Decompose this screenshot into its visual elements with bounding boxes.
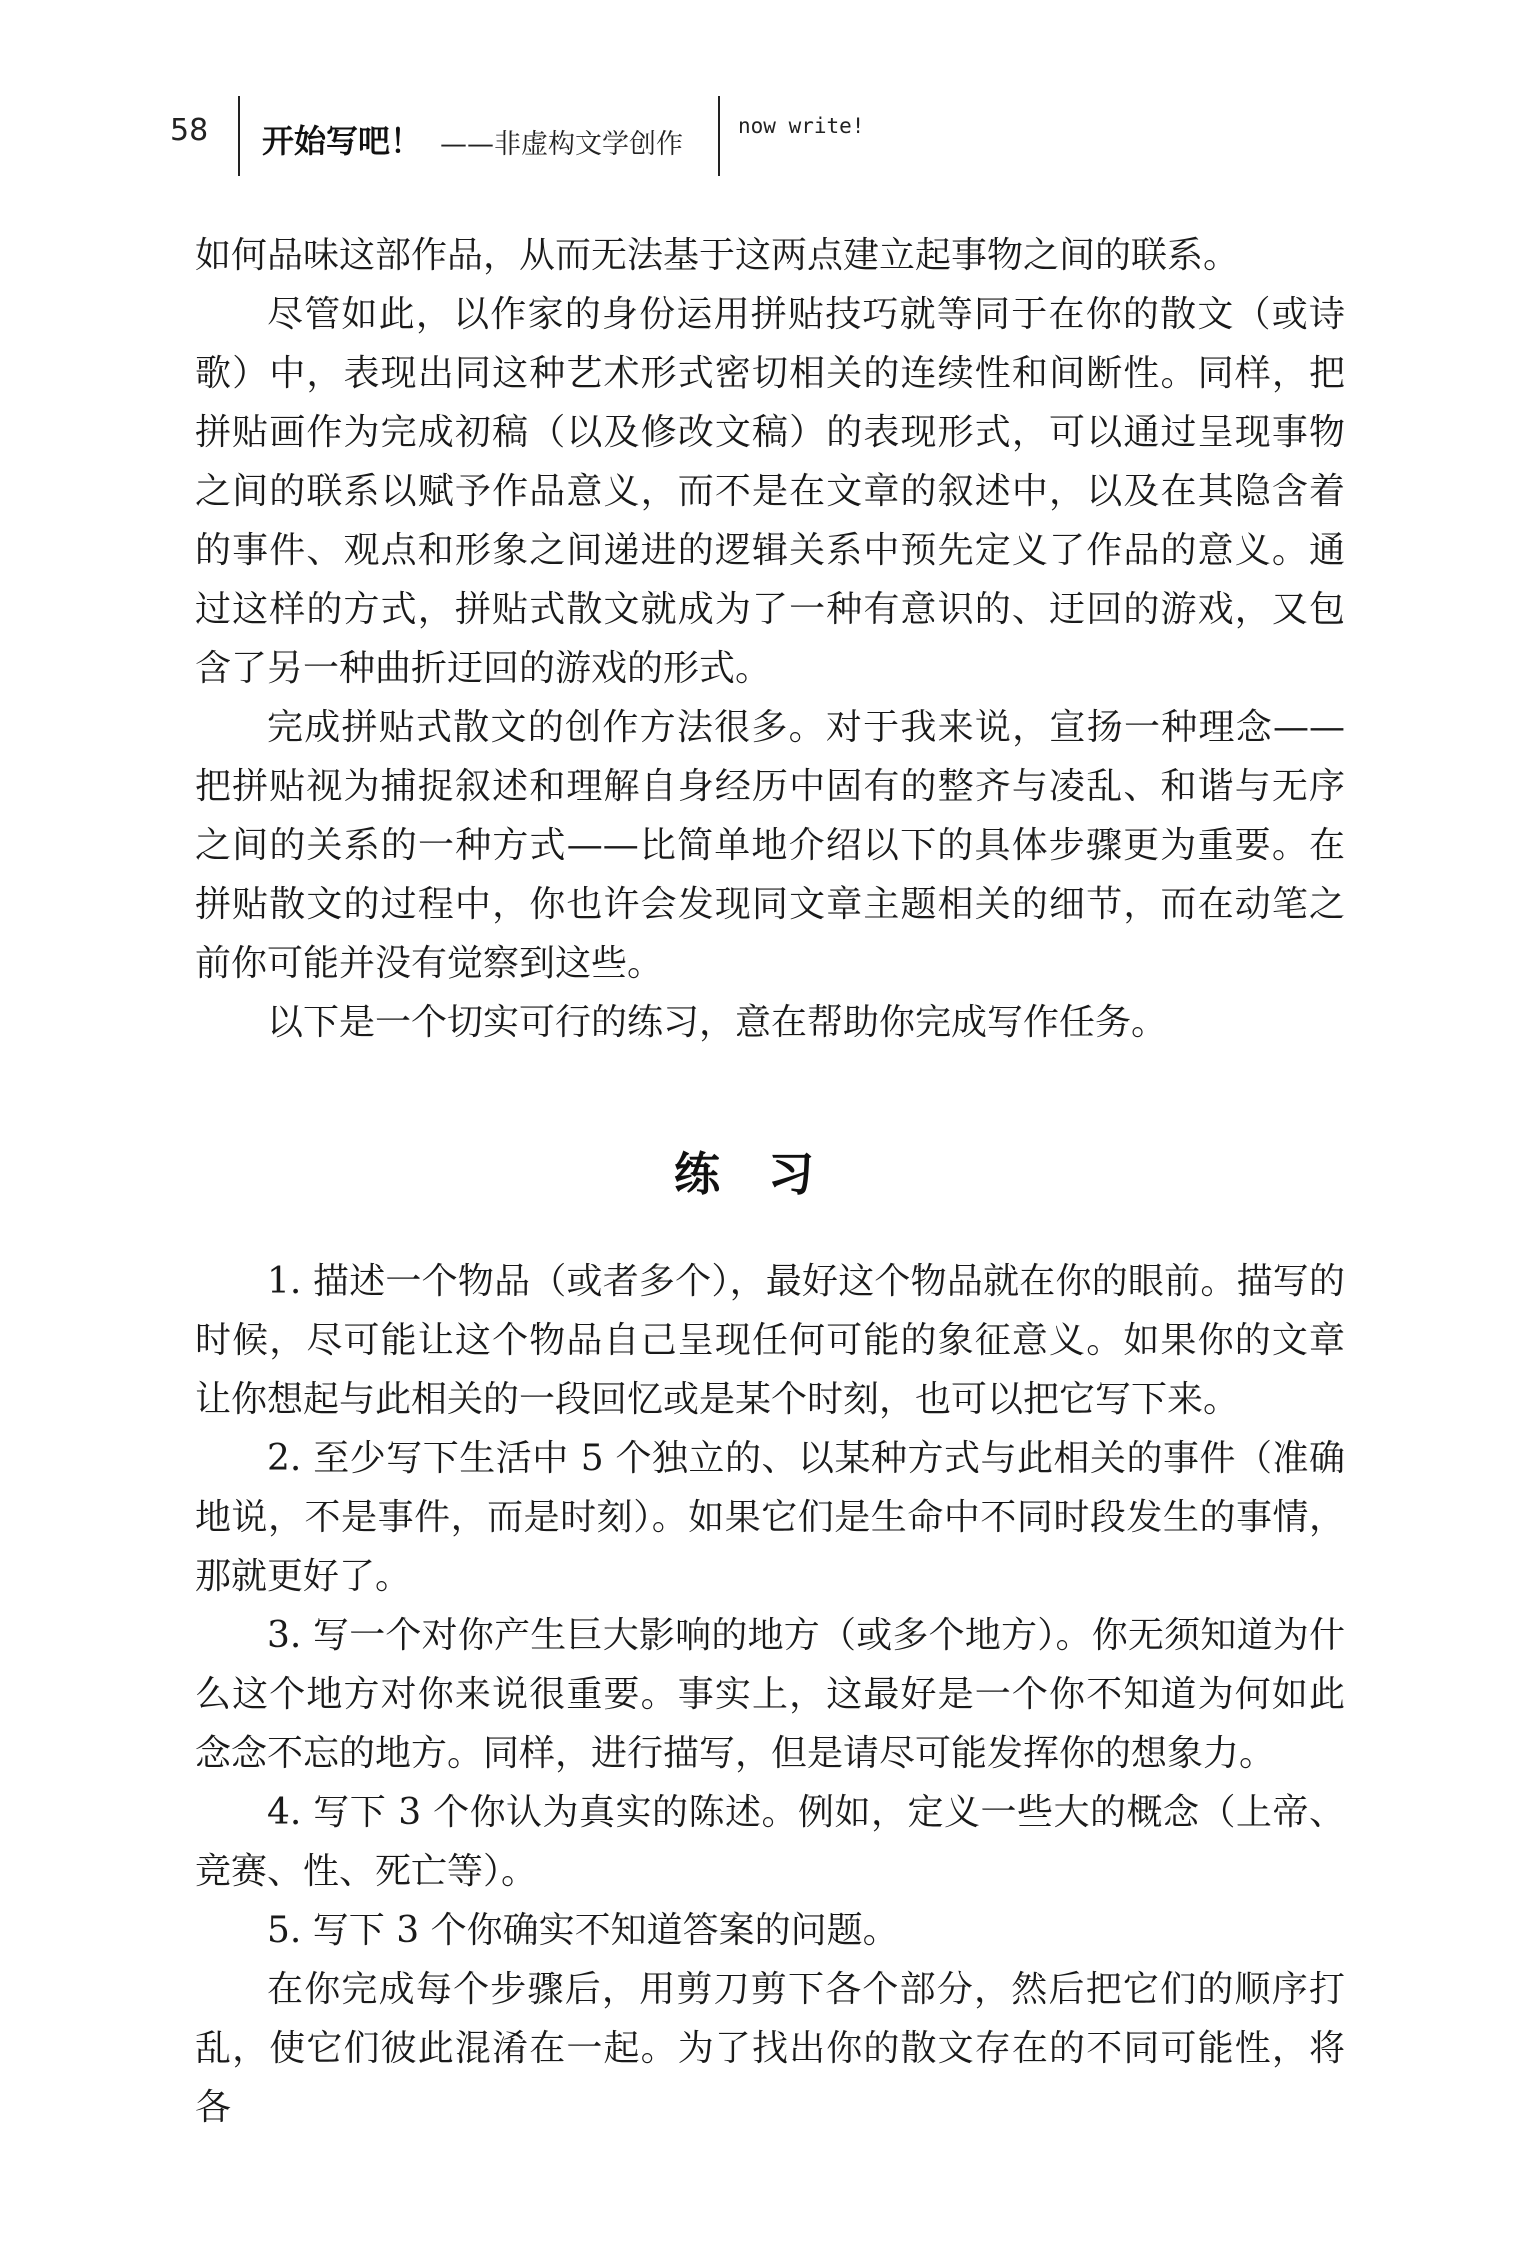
paragraph: 在你完成每个步骤后，用剪刀剪下各个部分，然后把它们的顺序打乱，使它们彼此混淆在一起。为了找出你的散文存在的不同可能性，将各 (195, 1969, 1345, 2128)
section-title: 练习 (674, 1147, 862, 1201)
page-number: 58 (170, 113, 209, 148)
exercise-item: 4. 写下 3 个你认为真实的陈述。例如，定义一些大的概念（上帝、竞赛、性、死亡等）。 (195, 1792, 1345, 1892)
exercise-item: 1. 描述一个物品（或者多个），最好这个物品就在你的眼前。描写的时候，尽可能让这个物品自己呈现任何可能的象征意义。如果你的文章让你想起与此相关的一段回忆或是某个时刻，也可以把它写下来。 (195, 1261, 1345, 1420)
header-divider (238, 96, 240, 176)
exercise-list (195, 1252, 1345, 2137)
paragraph: 尽管如此，以作家的身份运用拼贴技巧就等同于在你的散文（或诗歌）中，表现出同这种艺术形式密切相关的连续性和间断性。同样，把拼贴画作为完成初稿（以及修改文稿）的表现形式，可以通过呈现事物之间的联系以赋予作品意义，而不是在文章的叙述中，以及在其隐含着的事件、观点和形象之间递进的逻辑关系中预先定义了作品的意义。通过这样的方式，拼贴式散文就成为了一种有意识的、迂回的游戏，又包含了另一种曲折迂回的游戏的形式。 (195, 294, 1345, 689)
book-subtitle: ——非虚构文学创作 (440, 129, 683, 160)
header-divider (718, 96, 720, 176)
paragraph: 如何品味这部作品，从而无法基于这两点建立起事物之间的联系。 (195, 235, 1240, 276)
paragraph: 完成拼贴式散文的创作方法很多。对于我来说，宣扬一种理念——把拼贴视为捕捉叙述和理解自身经历中固有的整齐与凌乱、和谐与无序之间的关系的一种方式——比简单地介绍以下的具体步骤更为重要。在拼贴散文的过程中，你也许会发现同文章主题相关的细节，而在动笔之前你可能并没有觉察到这些。 (195, 707, 1345, 984)
exercise-item: 5. 写下 3 个你确实不知道答案的问题。 (267, 1910, 899, 1951)
exercise-item: 3. 写一个对你产生巨大影响的地方（或多个地方）。你无须知道为什么这个地方对你来说很重要。事实上，这最好是一个你不知道为何如此念念不忘的地方。同样，进行描写，但是请尽可能发挥你的想象力。 (195, 1615, 1345, 1774)
exercise-item: 2. 至少写下生活中 5 个独立的、以某种方式与此相关的事件（准确地说，不是事件，而是时刻）。如果它们是生命中不同时段发生的事情，那就更好了。 (195, 1438, 1345, 1597)
series-tag: now write! (738, 114, 865, 138)
running-header (0, 96, 1536, 176)
body-text (195, 226, 1345, 1052)
paragraph: 以下是一个切实可行的练习，意在帮助你完成写作任务。 (267, 1002, 1168, 1043)
book-title: 开始写吧！ (262, 122, 423, 160)
